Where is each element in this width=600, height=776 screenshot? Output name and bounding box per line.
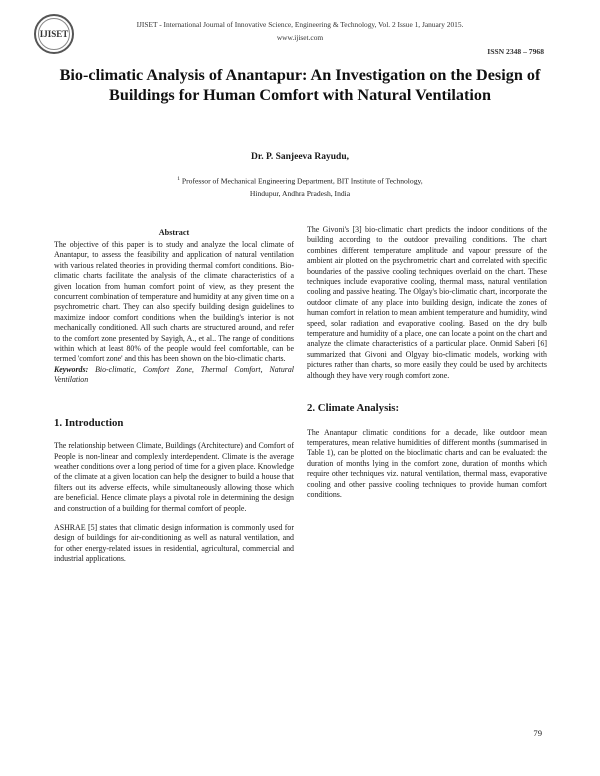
journal-header: IJISET - International Journal of Innovative Science, Engineering & Technology, Vol. 2 Issue 1, January 2015. [136,20,464,29]
issn: ISSN 2348 – 7968 [487,47,544,56]
journal-url[interactable]: www.ijiset.com [276,33,324,42]
affiliation-line-2: Hindupur, Andhra Pradesh, India [249,188,351,198]
paper-title: Bio-climatic Analysis of Anantapur: An Investigation on the Design of Buildings for Human Comfort with Natural Ventilation [59,66,541,104]
keywords [54,365,294,386]
intro-paragraph-2: ASHRAE [5] states that climatic design information is commonly used for design of buildings for air-conditioning as well as natural ventilation, and for other energy-related issues in residential, agricultural, commercial and industrial applications. [54,522,294,564]
left-column [54,240,294,565]
section-heading-climate-analysis: 2. Climate Analysis: [307,402,400,415]
keywords-list: Bio-climatic, Comfort Zone, Thermal Comfort, Natural Ventilation [54,364,294,385]
affiliation-sup: 1 [177,176,181,182]
journal-logo-text: IJISET [38,18,70,50]
intro-paragraph-1: The relationship between Climate, Buildings (Architecture) and Comfort of People is non-linear and complexly interdependent. Climate is the average weather conditions over a long period of time for a given place. Knowledge of the climate at a given location can help the designer to build a house that filters out its adverse effects, while simultaneously allowing those which are beneficial. Hence climate plays a pivotal role in determining the design and construction of a building for thermal comfort of people. [54,441,294,513]
right-column [307,225,547,500]
abstract-heading: Abstract [158,228,190,237]
author-name: Dr. P. Sanjeeva Rayudu, [250,152,349,162]
page-number: 79 [533,728,542,738]
affiliation-line-1: Professor of Mechanical Engineering Department, BIT Institute of Technology, [181,176,423,186]
climate-paragraph: The Anantapur climatic conditions for a decade, like outdoor mean temperatures, mean relative humidities of different months (summarised in Table 1), can be plotted on the bioclimatic charts and can be evaluated: the duration of months lying in the comfort zone, duration of months which require other techniques viz. natural ventilation, thermal mass, evaporative cooling and other passive cooling techniques to provide human comfort conditions. [307,427,547,499]
right-paragraph-1: The Givoni's [3] bio-climatic chart predicts the indoor conditions of the building according to the outdoor prevailing conditions. The chart combines different temperature amplitude and vapour pressure of the ambient air plotted on the psychrometric chart and correlated with specific boundaries of the passive cooling techniques overlaid on the chart. These techniques include evaporative cooling, thermal mass, natural ventilation cooling and passive heating. The Olgay's bio-climatic chart, incorporate the outdoor climate of any place into building design, indicate the zones of human comfort in relation to mean ambient temperature and humidity, wind speed, solar radiation and evaporative cooling. Based on the dry bulb temperature and humidity of a place, one can locate a point on the chart and analyze the climate characteristics of a particular place. Onmid Saberi [6] summarized that Givoni and Olgyay bio-climatic models, working with pictures rather than charts, so more easily they could be used by architects although they have very rough comfort zone. [307,225,547,380]
abstract-text: The objective of this paper is to study and analyze the local climate of Anantapur, to assess the feasibility and application of natural ventilation with various related theories in providing thermal comfort conditions. Bio-climatic charts facilitate the analysis of the climate characteristics of a given location from human comfort point of view, as they present the concurrent combination of temperature and humidity at any given time on a psychrometric chart. They can also specify building design guidelines to maximize indoor comfort conditions when the building's interior is not mechanically conditioned. All such charts are structured around, and refer to the comfort zone presented by Sayigh, A., et al.. The range of conditions within which at least 80% of the people would feel comfortable, can be termed 'comfort zone' and this has been shown on the bio-climatic charts. [54,240,294,364]
section-heading-introduction: 1. Introduction [54,416,124,429]
keywords-label: Keywords: [54,364,89,374]
author-affiliation [0,173,600,200]
